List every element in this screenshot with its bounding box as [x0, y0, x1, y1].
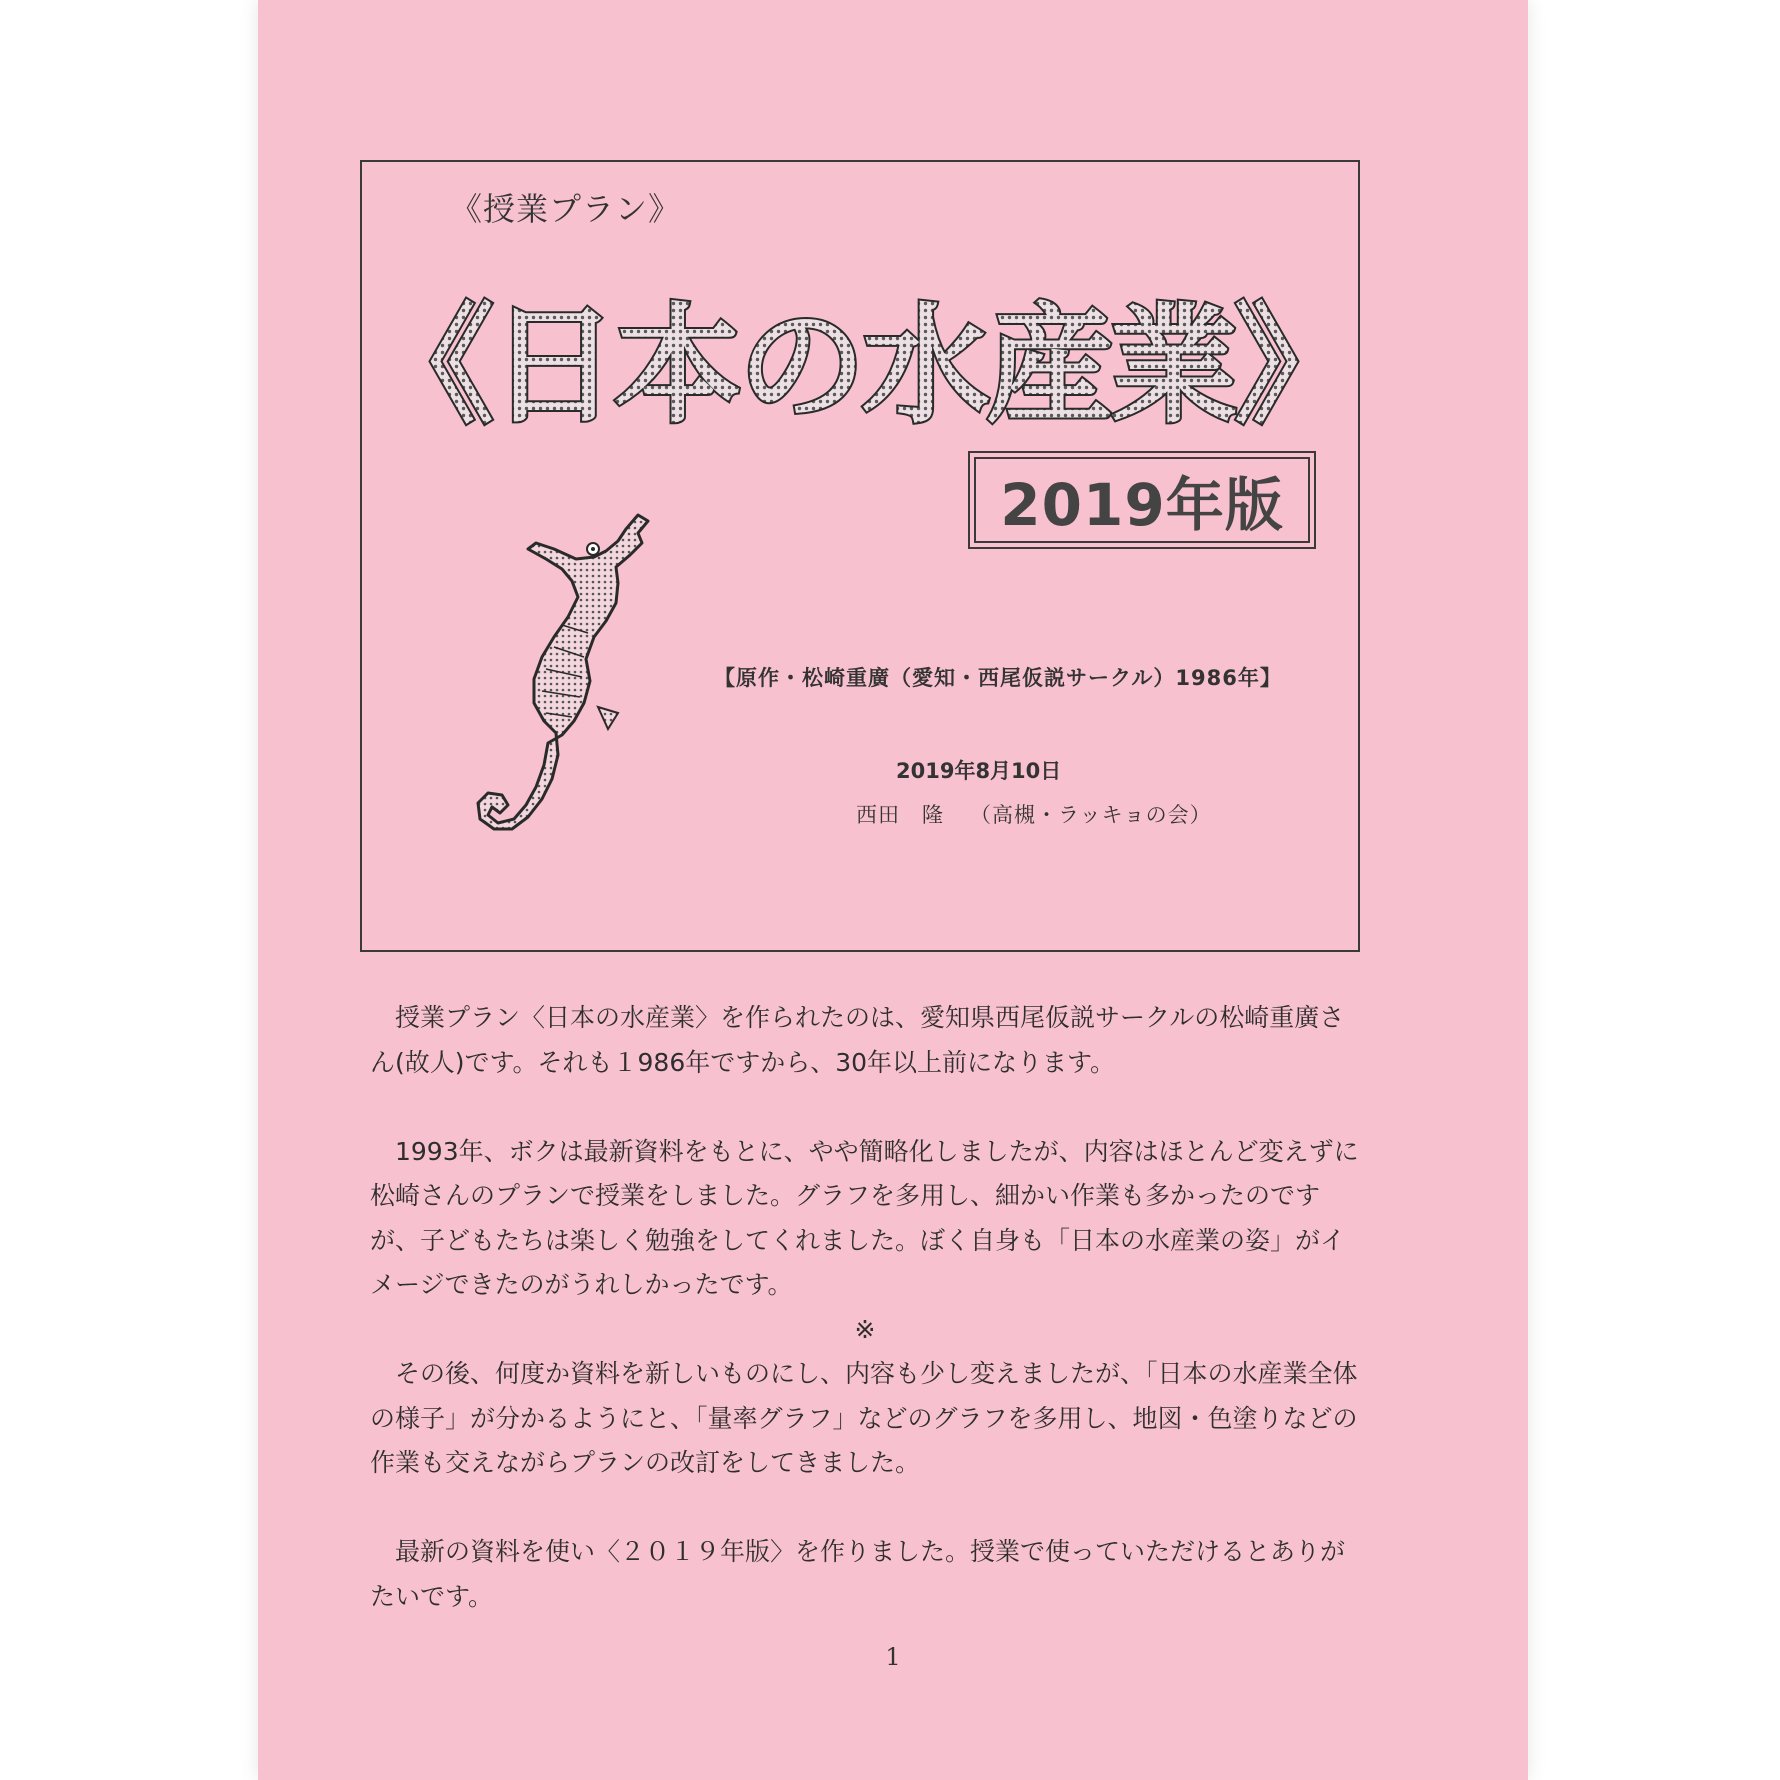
- author-name: 西田 隆: [856, 803, 944, 827]
- main-title: [362, 272, 1362, 442]
- credit-line: 【原作・松崎重廣（愛知・西尾仮説サークル）1986年】: [714, 666, 1282, 690]
- plan-subtitle: 《授業プラン》: [450, 190, 682, 228]
- seahorse-icon: [458, 507, 658, 847]
- author-line: [856, 799, 1212, 829]
- paragraph: その後、何度か資料を新しいものにし、内容も少し変えましたが、「日本の水産業全体の様子」が分かるようにと、「量率グラフ」などのグラフを多用し、地図・色塗りなどの作業も交えながらプランの改訂をしてきました。: [370, 1359, 1358, 1477]
- paragraph: 1993年、ボクは最新資料をもとに、やや簡略化しましたが、内容はほとんど変えずに松崎さんのプランで授業をしました。グラフを多用し、細かい作業も多かったのですが、子どもたちは楽しく勉強をしてくれました。ぼく自身も「日本の水産業の姿」がイメージできたのがうれしかったです。: [370, 1136, 1359, 1299]
- edition-badge: [968, 451, 1316, 549]
- main-title-text: 《日本の水産業》: [365, 292, 1359, 441]
- author-group: （高槻・ラッキョの会）: [970, 803, 1212, 827]
- document-page: [258, 0, 1528, 1780]
- title-box: [360, 160, 1360, 952]
- paragraph: 最新の資料を使い〈２０１９年版〉を作りました。授業で使っていただけるとありがたいです。: [370, 1537, 1346, 1611]
- publication-date: 2019年8月10日: [896, 759, 1062, 783]
- body-text: [370, 996, 1360, 1619]
- paragraph: 授業プラン〈日本の水産業〉を作られたのは、愛知県西尾仮説サークルの松崎重廣さん(故人)です。それも１986年ですから、30年以上前になります。: [370, 1003, 1345, 1077]
- section-mark: ※: [854, 1314, 876, 1344]
- edition-label: 2019年版: [974, 457, 1310, 543]
- page-number: 1: [885, 1643, 901, 1671]
